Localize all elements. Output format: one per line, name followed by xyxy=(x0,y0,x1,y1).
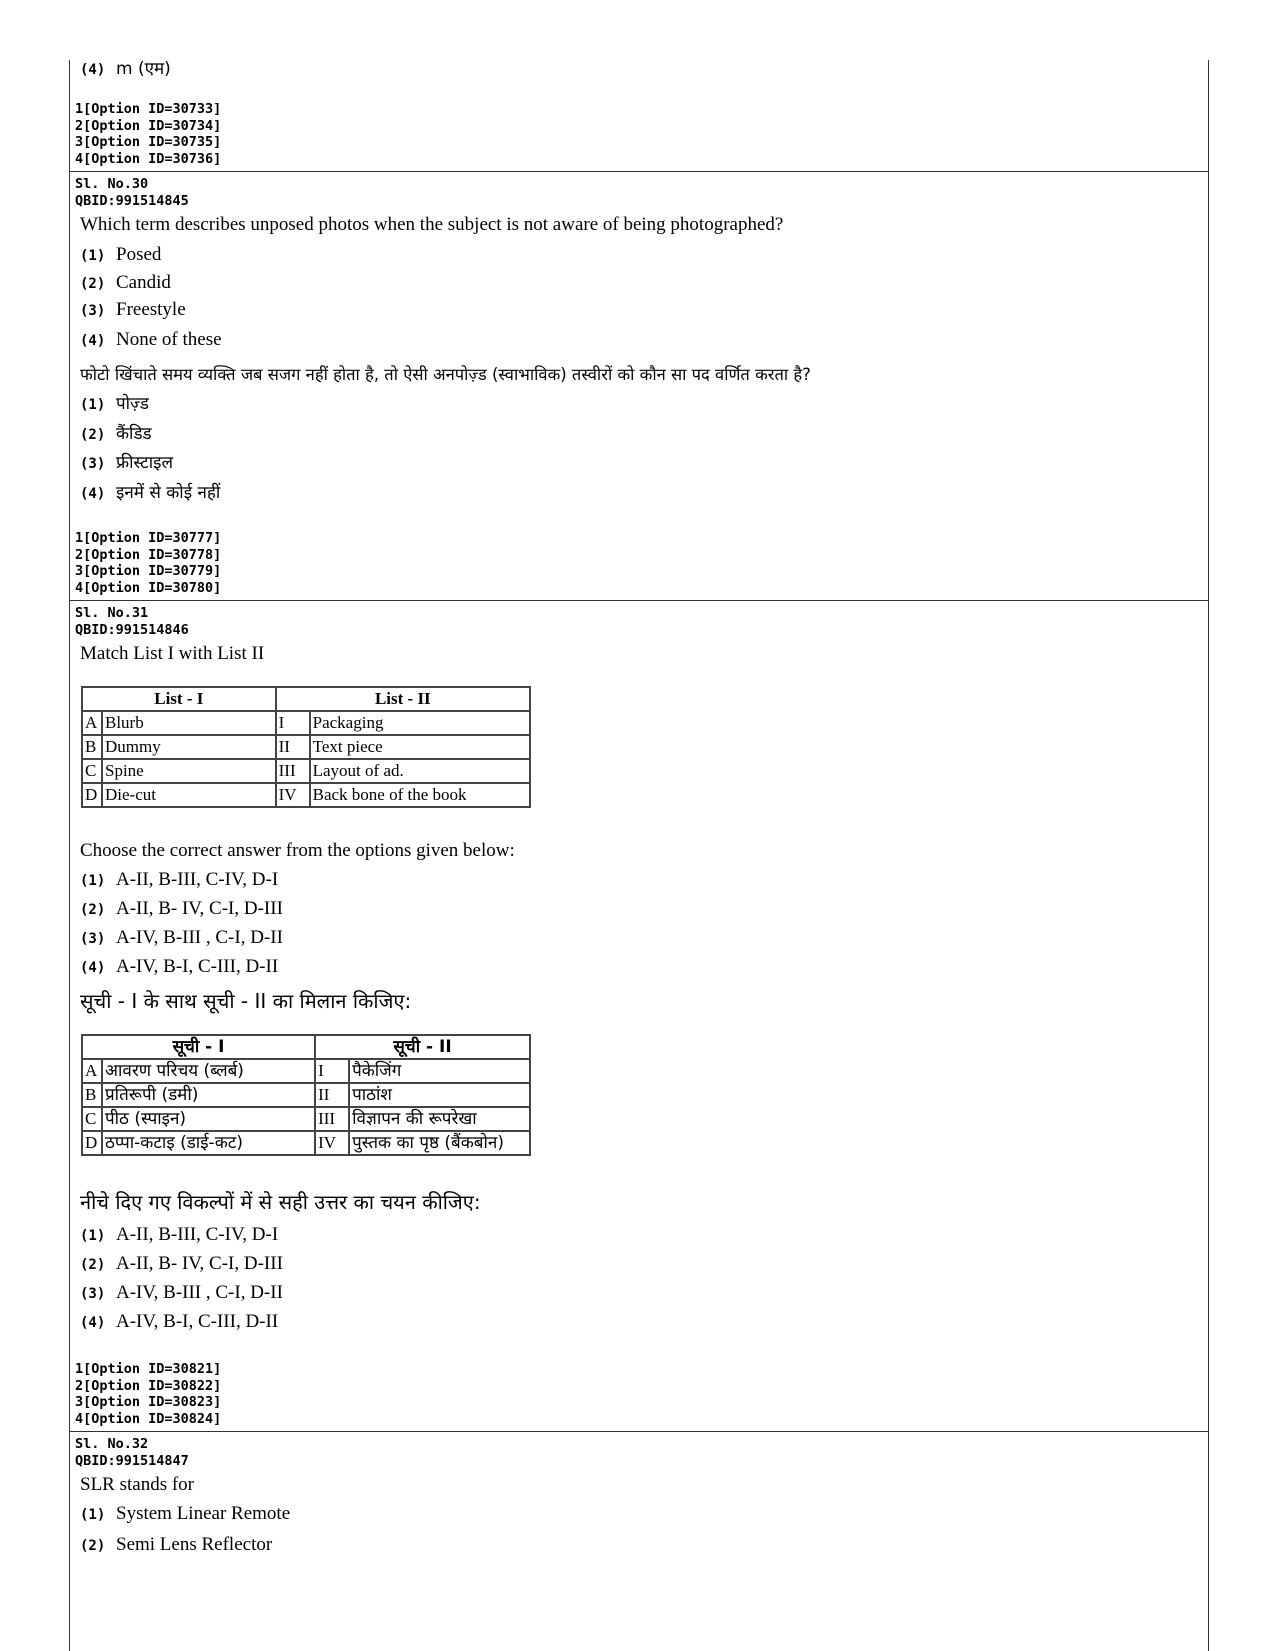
option-text: पोज़्ड xyxy=(116,394,149,414)
q31-option-hi-4 xyxy=(80,1311,278,1333)
top-option-4 xyxy=(80,56,171,80)
q30-option-en-3 xyxy=(80,299,186,321)
option-id: 3[Option ID=30735] xyxy=(75,134,222,150)
option-number: (1) xyxy=(80,1507,106,1523)
q30-option-ids xyxy=(75,530,221,596)
table-cell: A xyxy=(82,711,102,735)
divider xyxy=(69,1431,1209,1432)
option-id: 2[Option ID=30778] xyxy=(75,546,222,563)
q31-match-table-hi xyxy=(81,1034,531,1156)
table-cell: D xyxy=(82,1131,102,1155)
option-text: A-II, B- IV, C-I, D-III xyxy=(116,1253,283,1274)
table-cell: Dummy xyxy=(102,735,276,759)
option-number: (1) xyxy=(80,873,106,889)
option-number: (2) xyxy=(80,1538,106,1554)
divider xyxy=(69,600,1209,601)
q30-question-hi: फोटो खिंचाते समय व्यक्ति जब सजग नहीं होता है, तो ऐसी अनपोज़्ड (स्वाभाविक) तस्वीरों को कौन सा पद वर्णित करता है? xyxy=(80,365,811,384)
option-text: System Linear Remote xyxy=(116,1503,291,1524)
option-text: कैंडिड xyxy=(116,424,152,444)
table-cell: Back bone of the book xyxy=(310,783,530,807)
q31-option-en-1 xyxy=(80,869,278,891)
q31-option-en-2 xyxy=(80,898,283,920)
qbid: QBID:991514847 xyxy=(75,1452,189,1469)
option-text: Semi Lens Reflector xyxy=(116,1534,273,1555)
table-cell: IV xyxy=(315,1131,349,1155)
table-cell: पाठांश xyxy=(349,1083,530,1107)
table-cell: पीठ (स्पाइन) xyxy=(102,1107,315,1131)
option-text: Posed xyxy=(116,244,162,265)
option-id: 4[Option ID=30736] xyxy=(75,150,222,167)
table-cell: B xyxy=(82,735,102,759)
option-text: A-II, B-III, C-IV, D-I xyxy=(116,869,279,890)
table-cell: II xyxy=(276,735,310,759)
option-number: (2) xyxy=(80,1257,106,1273)
table-cell: पैकेजिंग xyxy=(349,1059,530,1083)
q31-question-hi: सूची - I के साथ सूची - II का मिलान किजिए: xyxy=(80,989,412,1013)
q31-option-en-3 xyxy=(80,927,283,949)
q30-option-en-1 xyxy=(80,244,161,266)
option-text: इनमें से कोई नहीं xyxy=(116,483,221,503)
table-cell: II xyxy=(315,1083,349,1107)
q30-option-hi-3 xyxy=(80,450,173,474)
option-text: A-IV, B-III , C-I, D-II xyxy=(116,927,283,948)
table-cell: III xyxy=(276,759,310,783)
option-number: (4) xyxy=(80,333,106,349)
q30-option-hi-2 xyxy=(80,421,152,445)
table-cell: ठप्पा-कटाइ (डाई-कट) xyxy=(102,1131,315,1155)
q32-option-en-1 xyxy=(80,1503,290,1525)
option-number: (4) xyxy=(80,486,106,502)
q31-question-en: Match List I with List II xyxy=(80,643,265,664)
q31-option-ids xyxy=(75,1361,221,1427)
option-text: A-II, B-III, C-IV, D-I xyxy=(116,1224,279,1245)
option-text: m (एम) xyxy=(116,59,171,79)
q32-question-en: SLR stands for xyxy=(80,1474,194,1495)
table-cell: Die-cut xyxy=(102,783,276,807)
page-border-right xyxy=(1208,60,1209,1651)
option-text: A-IV, B-I, C-III, D-II xyxy=(116,1311,279,1332)
table-cell: C xyxy=(82,759,102,783)
table-cell: Spine xyxy=(102,759,276,783)
q31-match-table-en xyxy=(81,686,531,808)
table-cell: विज्ञापन की रूपरेखा xyxy=(349,1107,530,1131)
option-text: A-IV, B-I, C-III, D-II xyxy=(116,956,279,977)
table-header: List - I xyxy=(82,687,276,711)
q30-option-hi-4 xyxy=(80,480,220,504)
option-number: (3) xyxy=(80,1286,106,1302)
divider xyxy=(69,171,1209,172)
table-row xyxy=(82,783,530,807)
table-row xyxy=(82,711,530,735)
table-cell: D xyxy=(82,783,102,807)
option-number: (1) xyxy=(80,1228,106,1244)
q30-header xyxy=(75,176,189,209)
option-number: (2) xyxy=(80,427,106,443)
q31-option-hi-1 xyxy=(80,1224,278,1246)
option-text: Candid xyxy=(116,272,171,293)
table-row xyxy=(82,759,530,783)
q31-option-hi-3 xyxy=(80,1282,283,1304)
table-cell: C xyxy=(82,1107,102,1131)
option-id: 1[Option ID=30777] xyxy=(75,530,222,546)
table-cell: Blurb xyxy=(102,711,276,735)
option-text: फ्रीस्टाइल xyxy=(116,453,173,473)
option-text: A-IV, B-III , C-I, D-II xyxy=(116,1282,283,1303)
table-cell: Packaging xyxy=(310,711,530,735)
q31-header xyxy=(75,605,189,638)
serial-number: Sl. No.32 xyxy=(75,1436,149,1452)
table-row xyxy=(82,735,530,759)
q31-option-en-4 xyxy=(80,956,278,978)
option-number: (2) xyxy=(80,902,106,918)
serial-number: Sl. No.30 xyxy=(75,176,149,192)
serial-number: Sl. No.31 xyxy=(75,605,149,621)
option-id: 3[Option ID=30779] xyxy=(75,563,222,579)
option-id: 2[Option ID=30822] xyxy=(75,1377,222,1394)
table-cell: I xyxy=(276,711,310,735)
q32-header xyxy=(75,1436,189,1469)
option-text: Freestyle xyxy=(116,299,186,320)
q31-choose-en: Choose the correct answer from the options given below: xyxy=(80,840,515,861)
option-text: A-II, B- IV, C-I, D-III xyxy=(116,898,283,919)
table-row xyxy=(82,1131,530,1155)
option-number: (1) xyxy=(80,397,106,413)
table-header: List - II xyxy=(276,687,530,711)
q30-option-en-2 xyxy=(80,272,171,294)
option-number: (3) xyxy=(80,931,106,947)
table-header: सूची - II xyxy=(315,1035,530,1059)
qbid: QBID:991514845 xyxy=(75,192,189,209)
q30-option-en-4 xyxy=(80,329,222,351)
option-number: (2) xyxy=(80,276,106,292)
option-id: 4[Option ID=30780] xyxy=(75,579,222,596)
table-cell: III xyxy=(315,1107,349,1131)
option-number: (4) xyxy=(80,960,106,976)
table-cell: आवरण परिचय (ब्लर्ब) xyxy=(102,1059,315,1083)
table-cell: IV xyxy=(276,783,310,807)
option-number: (3) xyxy=(80,456,106,472)
table-cell: प्रतिरूपी (डमी) xyxy=(102,1083,315,1107)
q31-option-hi-2 xyxy=(80,1253,283,1275)
top-option-ids xyxy=(75,101,221,167)
option-id: 4[Option ID=30824] xyxy=(75,1410,222,1427)
q31-choose-hi: नीचे दिए गए विकल्पों में से सही उत्तर का चयन कीजिए: xyxy=(80,1190,481,1214)
option-id: 3[Option ID=30823] xyxy=(75,1394,222,1410)
option-id: 2[Option ID=30734] xyxy=(75,117,222,134)
q32-option-en-2 xyxy=(80,1534,272,1556)
option-number: (1) xyxy=(80,248,106,264)
table-cell: Layout of ad. xyxy=(310,759,530,783)
option-text: None of these xyxy=(116,329,222,350)
table-row xyxy=(82,1083,530,1107)
q30-option-hi-1 xyxy=(80,391,149,415)
option-id: 1[Option ID=30821] xyxy=(75,1361,222,1377)
table-cell: I xyxy=(315,1059,349,1083)
option-id: 1[Option ID=30733] xyxy=(75,101,222,117)
table-row xyxy=(82,1059,530,1083)
option-number: (3) xyxy=(80,303,106,319)
page-border-left xyxy=(69,60,70,1651)
table-cell: पुस्तक का पृष्ठ (बैंकबोन) xyxy=(349,1131,530,1155)
table-row xyxy=(82,1107,530,1131)
qbid: QBID:991514846 xyxy=(75,621,189,638)
table-cell: Text piece xyxy=(310,735,530,759)
option-number: (4) xyxy=(80,62,106,78)
option-number: (4) xyxy=(80,1315,106,1331)
table-cell: A xyxy=(82,1059,102,1083)
table-header: सूची - I xyxy=(82,1035,315,1059)
q30-question-en: Which term describes unposed photos when the subject is not aware of being photographed? xyxy=(80,214,784,235)
table-cell: B xyxy=(82,1083,102,1107)
